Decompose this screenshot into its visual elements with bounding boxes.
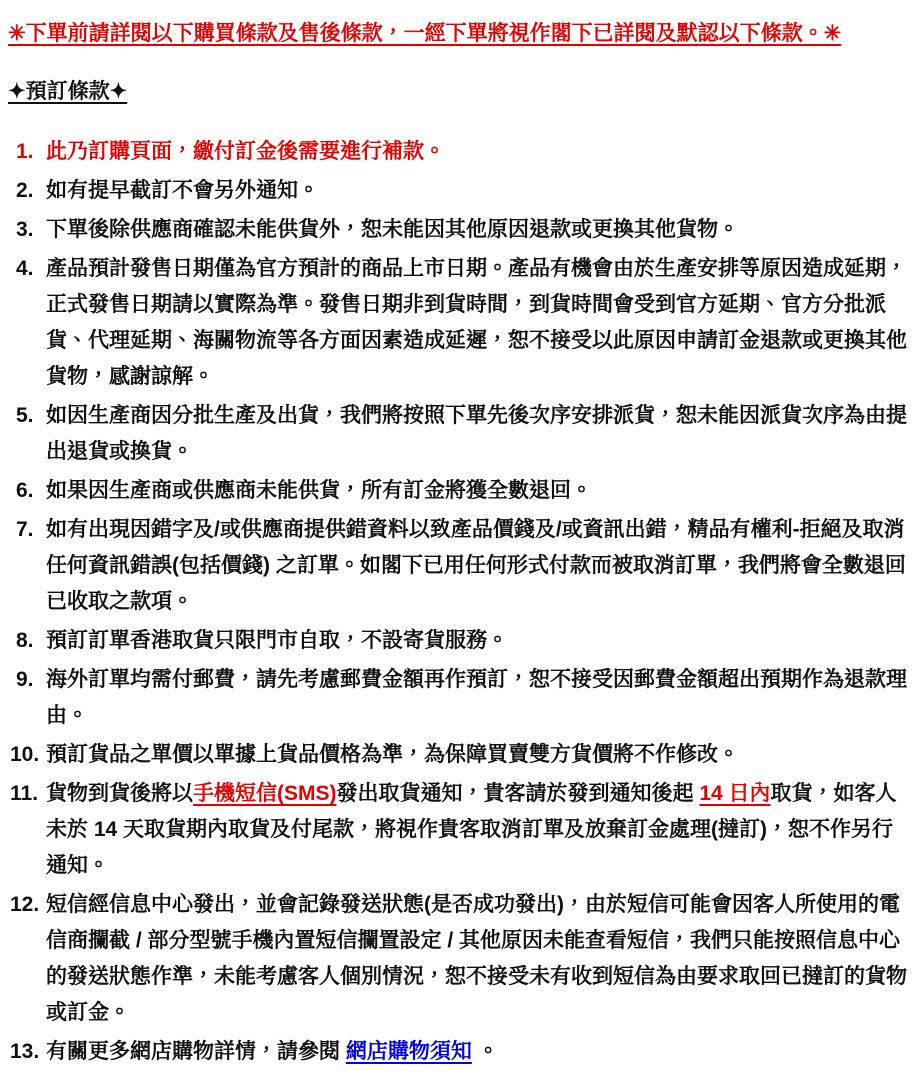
term-item-8 [8,623,907,659]
term-text: 產品預計發售日期僅為官方預計的商品上市日期。產品有機會由於生產安排等原因造成延期，正式發售日期請以實際為準。發售日期非到貨時間，到貨時間會受到官方延期、官方分批派貨、代理延期、海關物流等各方面因素造成延遲，恕不接受以此原因申請訂金退款或更換其他貨物，感謝諒解。 [46,257,907,388]
purchase-notice-header: ✳下單前請詳閱以下購買條款及售後條款，一經下單將視作閣下已詳閱及默認以下條款。✳ [8,22,842,45]
term-number: 11. [10,782,39,805]
term-text-segment: 貨物到貨後將以 [46,782,193,805]
term-text: 此乃訂購頁面，繳付訂金後需要進行補款。 [46,140,445,163]
term-text: 如果因生產商或供應商未能供貨，所有訂金將獲全數退回。 [46,479,592,502]
term-number: 3. [16,218,34,241]
term-item-2 [8,173,907,209]
term-item-6 [8,473,907,509]
term-number: 2. [16,179,34,202]
term-item-9 [8,662,907,734]
term-item-7 [8,512,907,620]
term-text-segment: 。 [471,1040,499,1063]
term-text [46,1034,907,1070]
store-policy-link[interactable]: 網店購物須知 [345,1040,472,1063]
term-text [46,776,907,884]
preorder-terms-title: ✦預訂條款✦ [8,80,128,103]
term-text: 預訂貨品之單價以單據上貨品價格為準，為保障買賣雙方貨價將不作修改。 [46,743,739,766]
term-text-segment: 發出取貨通知，貴客請於發到通知後起 [336,782,700,805]
term-number: 7. [16,518,34,541]
term-number: 1. [16,140,34,163]
term-item-4 [8,251,907,395]
term-item-12 [8,887,907,1031]
term-number: 5. [16,404,34,427]
term-number: 9. [16,668,34,691]
term-number: 4. [16,257,34,280]
term-text: 如有出現因錯字及/或供應商提供錯資料以致產品價錢及/或資訊出錯，精品有權利-拒絕及取消任何資訊錯誤(包括價錢) 之訂單。如閣下已用任何形式付款而被取消訂單，我們將會全數退回已收取之款項。 [46,518,906,613]
term-item-3 [8,212,907,248]
term-text: 如有提早截訂不會另外通知。 [46,179,319,202]
term-item-11 [8,776,907,884]
pickup-deadline-link[interactable]: 14 日內 [699,782,771,805]
sms-notice-link[interactable]: 手機短信(SMS) [193,782,337,805]
term-text: 預訂訂單香港取貨只限門市自取，不設寄貨服務。 [46,629,508,652]
term-number: 8. [16,629,34,652]
term-text-segment: 有關更多網店購物詳情，請參閱 [46,1040,346,1063]
term-number: 6. [16,479,34,502]
term-number: 10. [10,743,40,766]
term-item-10 [8,737,907,773]
term-number: 13. [10,1040,40,1063]
term-item-13 [8,1034,907,1070]
term-text: 如因生產商因分批生產及出貨，我們將按照下單先後次序安排派貨，恕未能因派貨次序為由提出退貨或換貨。 [46,404,907,463]
term-item-5 [8,398,907,470]
term-text-segment: 取貨，如客人未於 14 天取貨期內取貨及付尾款，將視作貴客取消訂單及放棄訂金處理(撻訂)，恕不作另行通知。 [46,782,897,877]
term-text: 下單後除供應商確認未能供貨外，恕未能因其他原因退款或更換其他貨物。 [46,218,739,241]
term-text: 短信經信息中心發出，並會記錄發送狀態(是否成功發出)，由於短信可能會因客人所使用的電信商攔截 / 部分型號手機內置短信攔置設定 / 其他原因未能查看短信，我們只能按照信息中心的發送狀態作準，未能考慮客人個別情況，恕不接受未有收到短信為由要求取回已撻訂的貨物或訂金。 [46,893,907,1024]
term-item-1 [8,134,907,170]
term-text: 海外訂單均需付郵費，請先考慮郵費金額再作預訂，恕不接受因郵費金額超出預期作為退款理由。 [46,668,907,727]
term-number: 12. [10,893,40,916]
terms-list [8,134,907,1070]
